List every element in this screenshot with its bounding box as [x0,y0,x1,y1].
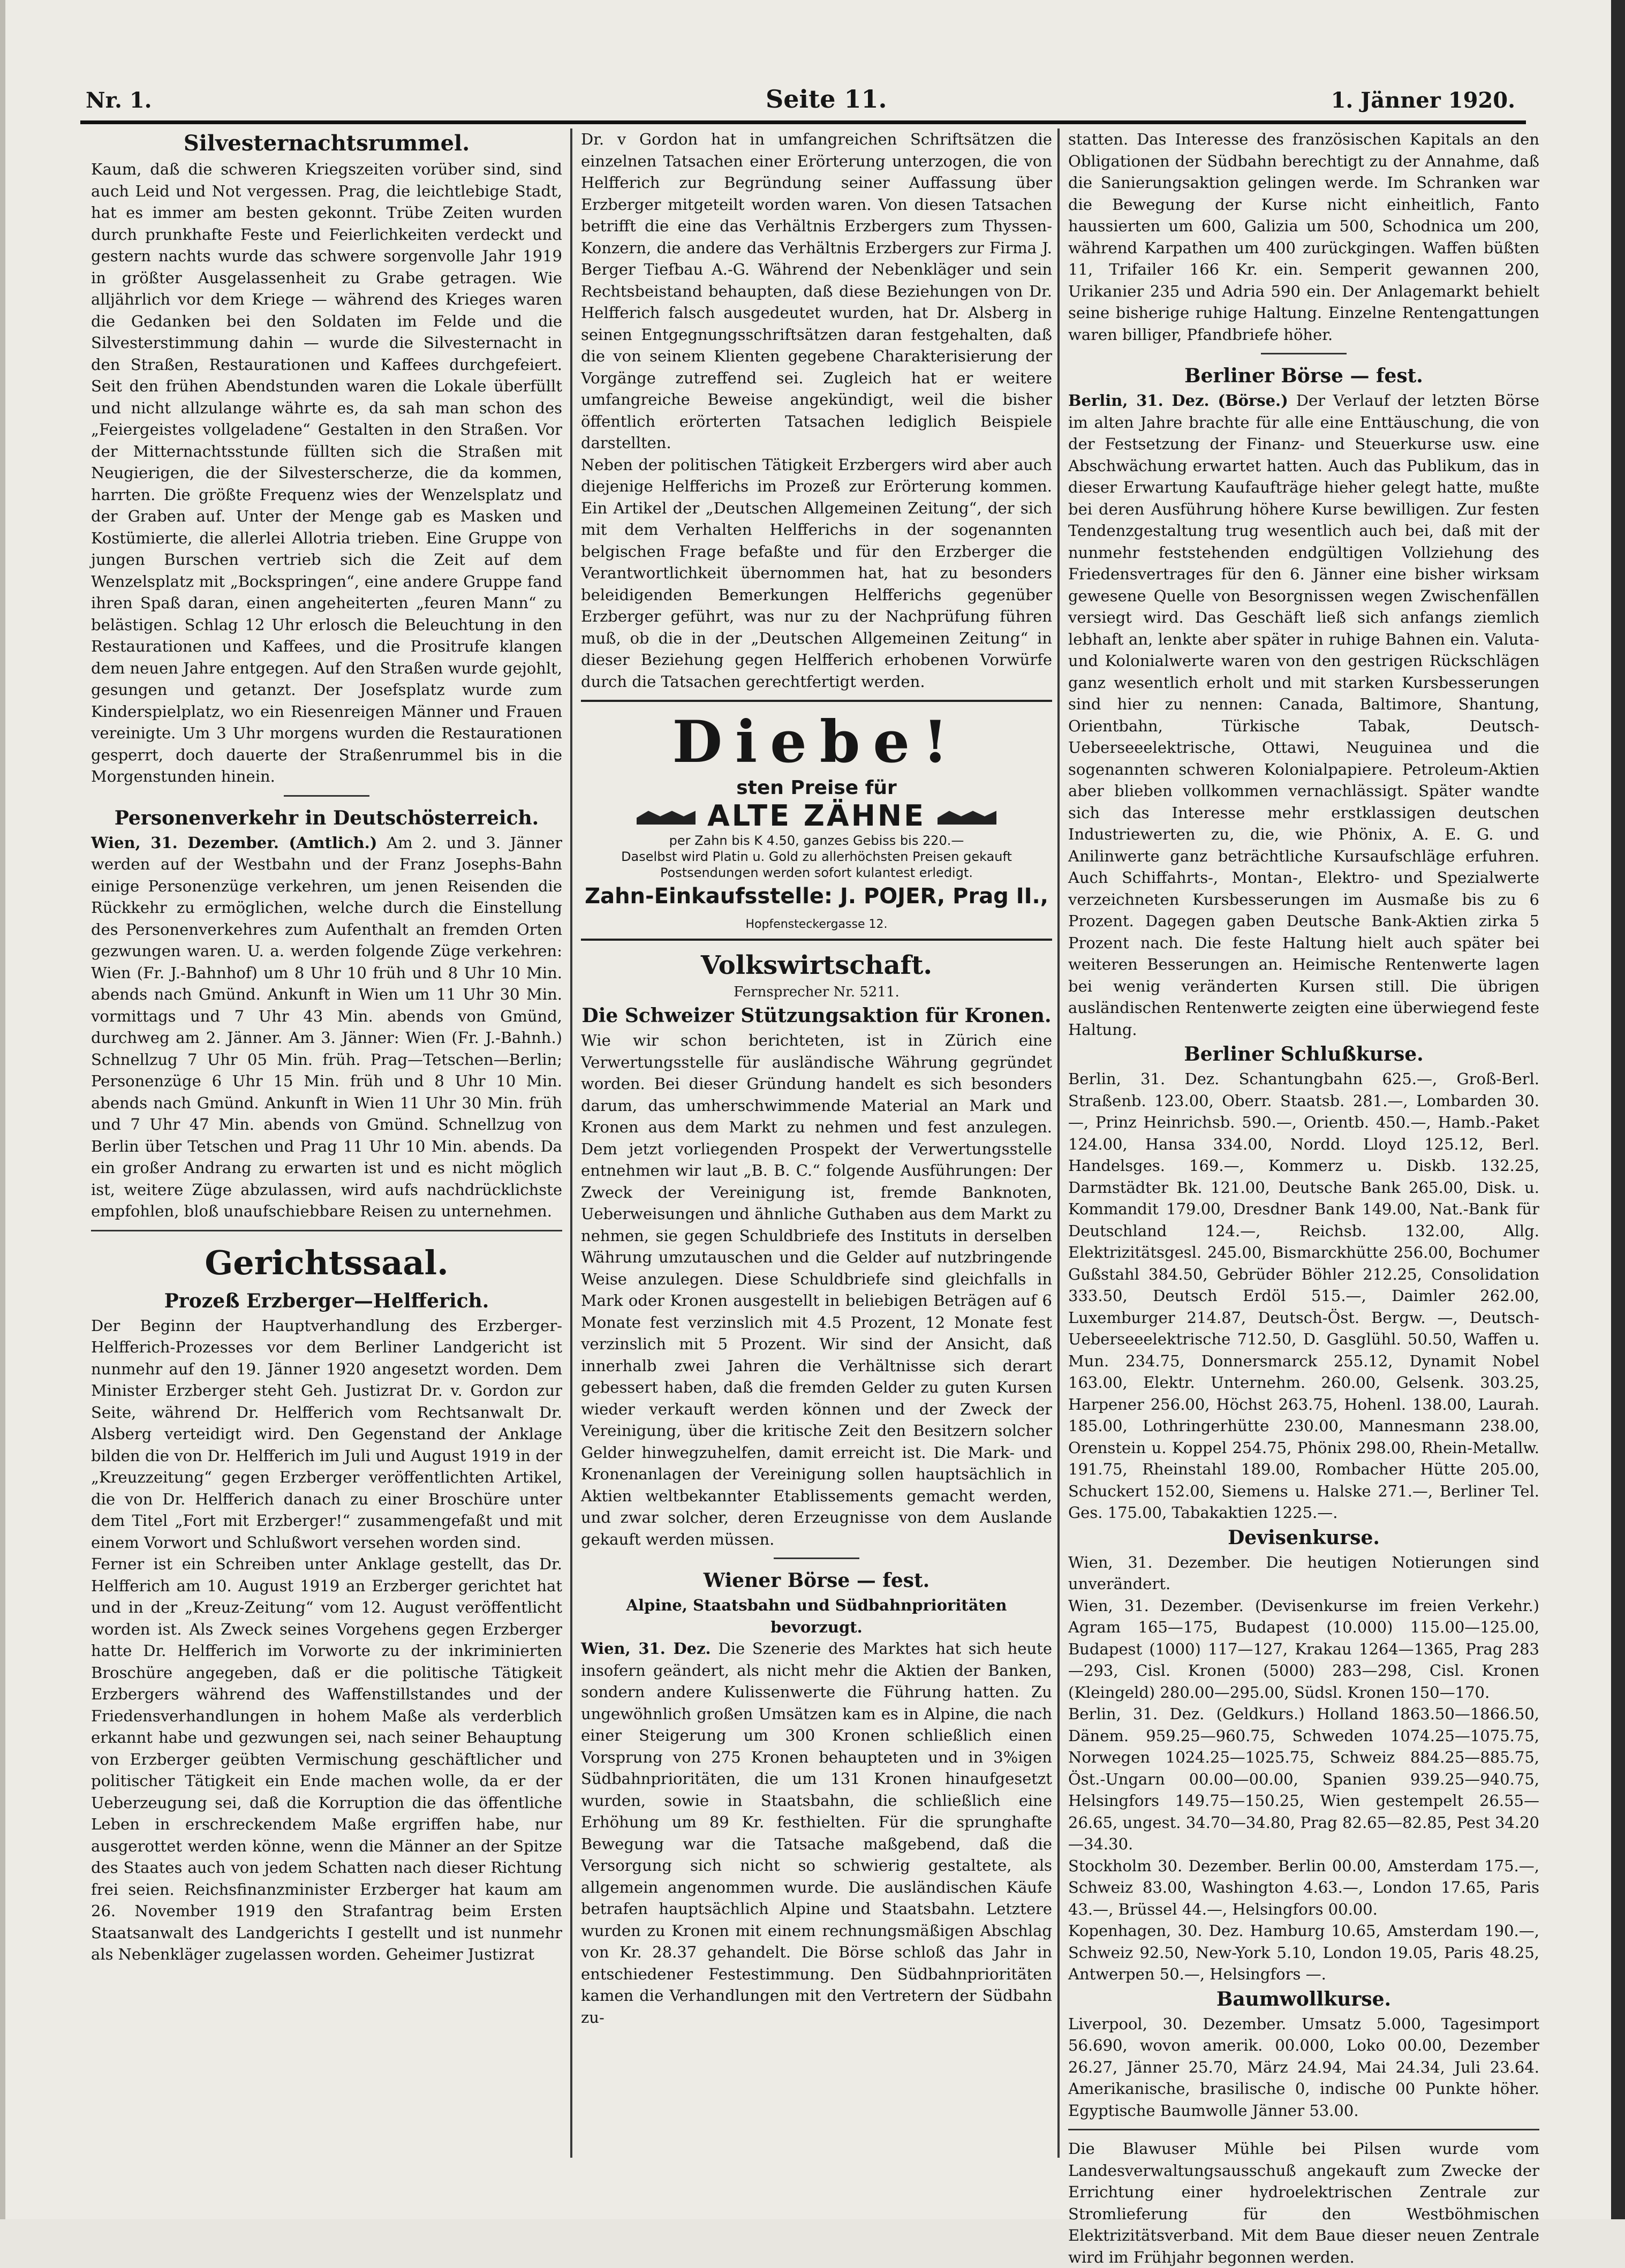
article-body-personenverkehr [91,832,562,1222]
article-subtitle-wiener-boerse: Alpine, Staatsbahn und Südbahnprioritäten bevorzugt. [626,1596,1007,1636]
ad-headline-text: ALTE ZÄHNE [707,799,926,833]
article-body-prozess-4: Neben der politischen Tätigkeit Erzbergers wird aber auch diejenige Helfferichs im Prozeß zur Erörterung kommen. Ein Artikel der „Deutschen Allgemeinen Zeitung“, der sich mit dem Verhalten Helfferichs in der sogenannten belgischen Frage befaßte und für den Erzberger die Verantwortlichkeit übernommen hat, hat zu besonders beleidigenden Bemerkungen Helfferichs gegenüber Erzberger geführt, was nur zu der Nachprüfung führen muß, ob die in der „Deutschen Allgemeinen Zeitung“ in dieser Beziehung gegen Helfferich erhobenen Vorwürfe durch die Tatsachen gerechtfertigt werden. [581,455,1052,691]
article-body-berliner-boerse [1068,390,1539,1040]
issue-date: 1. Jänner 1920. [1331,88,1515,113]
article-title-baumwollkurse: Baumwollkurse. [1216,1987,1392,2010]
column-2 [581,128,1052,2163]
ad-address-text: Zahn-Einkaufsstelle: J. POJER, Prag II., [585,884,1048,909]
article-title-schlusskurse: Berliner Schlußkurse. [1184,1043,1424,1065]
article-body-devisen-3: Berlin, 31. Dez. (Geldkurs.) Holland 1863.50—1866.50, Dänem. 959.25—960.75, Schweden 1074.25—1075.75, Norwegen 1024.25—1025.75, Schweiz 884.25—885.75, Öst.-Ungarn 00.00—00.00, Spanien 939.25—940.75, Helsingfors 149.75—150.25, Wien gestempelt 26.55—26.65, ungest. 34.70—34.80, Prag 82.65—82.85, Pest 34.20—34.30. [1068,1705,1539,1853]
article-body-devisen-4: Stockholm 30. Dezember. Berlin 00.00, Amsterdam 175.—, Schweiz 83.00, Washington 4.63.—, London 17.65, Paris 43.—, Brüssel 44.—, Helsingfors 00.00. [1068,1856,1539,1918]
article-title-silvester: Silvesternachtsrummel. [183,131,470,156]
advertisement-alte-zaehne [581,700,1052,941]
column-3 [1068,128,1540,2266]
column-divider-1 [570,128,572,2158]
article-body-schlusskurse: Berlin, 31. Dez. Schantungbahn 625.—, Groß-Berl. Straßenb. 123.00, Oberr. Staatsb. 281.—, Lombarden 30.—, Prinz Heinrichsb. 590.—, Orientb. 450.—, Hamb.-Paket 124.00, Hansa 334.00, Nordd. Lloyd 125.12, Berl. Handelsges. 169.—, Kommerz u. Diskb. 132.25, Darmstädter Bk. 121.00, Deutsche Bank 265.00, Disk. u. Kommandit 179.00, Dresdner Bank 149.00, Nat.-Bank für Deutschland 124.—, Reichsb. 132.00, Allg. Elektrizitätsgesl. 245.00, Bismarckhütte 256.00, Bochumer Gußstahl 384.50, Gebrüder Böhler 212.25, Consolidation 333.50, Deutsch Erdöl 515.—, Daimler 262.00, Luxemburger 214.87, Deutsch-Öst. Bergw. —, Deutsch-Ueberseeelektrische 712.50, D. Gasglühl. 50.50, Waffen u. Mun. 234.75, Donnersmarck 255.12, Dynamit Nobel 163.00, Elektr. Unternehm. 260.00, Gelsenk. 303.25, Harpener 256.00, Höchst 263.75, Hohenl. 138.00, Laurah. 185.00, Lothringerhütte 230.00, Mannesmann 238.00, Orenstein u. Koppel 254.75, Phönix 298.00, Rhein-Metallw. 191.75, Rheinstahl 189.00, Rombacher Hütte 205.00, Schuckert 152.00, Siemens u. Halske 271.—, Berliner Tel. Ges. 175.00, Tabakaktien 1225.—. [1068,1070,1539,1522]
ad-subtitle: sten Preise für [736,777,897,799]
article-body-muehle: Die Blawuser Mühle bei Pilsen wurde vom Landesverwaltungsausschuß angekauft zum Zwecke der Errichtung einer hydroelektrischen Zentrale zur Stromlieferung für den Westböhmischen Elektrizitätsverband. Mit dem Baue dieser neuen Zentrale wird im Frühjahr begonnen werden. [1068,2140,1539,2266]
article-body-prozess-3: Dr. v Gordon hat in umfangreichen Schriftsätzen die einzelnen Tatsachen einer Erörterung unterzogen, die von Helfferich zur Begründung seiner Auffassung über Erzberger mitgeteilt worden waren. Von diesen Tatsachen betrifft die eine das Verhältnis Erzbergers zum Thyssen-Konzern, die andere das Verhältnis Erzbergers zur Firma J. Berger Tiefbau A.-G. Während der Nebenkläger und sein Rechtsbeistand behaupten, daß diese Beziehungen von Dr. Helfferich falsch ausgedeutet wurden, hat Dr. Alsberg in seinen Entgegnungsschriftsätzen daran festgehalten, daß die von seinem Klienten gegebene Charakterisierung der Vorgänge zutreffend sei. Zugleich hat er weitere umfangreiche Beweise angekündigt, weil die bisher öffentlich erörterten Tatsachen lediglich Beispiele darstellten. [581,130,1052,452]
column-divider-2 [1057,128,1060,2158]
separator [774,1558,859,1559]
ad-fine-print-3: Postsendungen werden sofort kulantest erledigt. [660,865,973,880]
article-text: Der Verlauf der letzten Börse im alten Jahre brachte für alle eine Enttäuschung, die von der Festsetzung der Finanz- und Steuerkurse usw. eine Abschwächung erwartet hatten. Auch das Publikum, das in dieser Erwartung Kaufaufträge hieher gelegt hatte, mußte bei deren Ausführung höhere Kurse bewilligen. Zur festen Tendenzgestaltung trug wesentlich auch bei, daß mit der nunmehr feststehenden endgültigen Vollziehung des Friedensvertrages für den 6. Jänner eine bisher wirksam gewesene Quelle von Besorgnissen wegen Zwischenfällen versiegt wird. Das Geschäft ließ sich anfangs ziemlich lebhaft an, lenkte aber später in ruhige Bahnen ein. Valuta- und Kolonialwerte waren von den gestrigen Rückschlägen ganz wesentlich erholt und mit starken Kursbesserungen sind hier zu nennen: Canada, Baltimore, Shantung, Orientbahn, Türkische Tabak, Deutsch-Ueberseeelektrische, Ottawi, Neuguinea und die sogenannten schweren Kolonialpapiere. Petroleum-Aktien aber blieben vollkommen vernachlässigt. Später wandte sich das Interesse mehr erstklassigen deutschen Industriewerten zu, die, wie Phönix, A. E. G. und Anilinwerte ganz beträchtliche Kursaufschläge erfuhren. Auch Schiffahrts-, Montan-, Elektro- und Spezialwerte verzeichneten Kursbesserungen im Ausmaße bis zu 6 Prozent. Dagegen gaben Deutsche Bank-Aktien zirka 5 Prozent nach. Die feste Haltung hielt auch später bei weiteren Besserungen an. Heimische Rentenwerte lagen bei wenig veränderten Kursen still. Die übrigen ausländischen Rentenwerte zeigten eine überwiegend feste Haltung. [1068,391,1540,1039]
ad-address [581,884,1052,933]
header-rule [80,120,1526,124]
dateline: Berlin, 31. Dez. (Börse.) [1068,391,1288,410]
page-number: Seite 11. [766,85,887,114]
article-title-schweizer: Die Schweizer Stützungsaktion für Kronen. [581,1004,1052,1027]
ad-fine-print-2: Daselbst wird Platin u. Gold zu allerhöchsten Preisen gekauft [621,849,1012,864]
wing-ornament-icon [938,811,996,825]
article-body-prozess-1: Der Beginn der Hauptverhandlung des Erzberger-Helfferich-Prozesses vor dem Berliner Landgericht ist nunmehr auf den 19. Jänner 1920 angesetzt worden. Dem Minister Erzberger steht Geh. Justizrat Dr. v. Gordon zur Seite, während Dr. Helfferich vom Rechtsanwalt Dr. Alsberg verteidigt wird. Den Gegenstand der Anklage bilden die von Dr. Helfferich im Juli und August 1919 in der „Kreuzzeitung“ gegen Erzberger veröffentlichten Artikel, die von Dr. Helfferich danach zu einer Broschüre unter dem Titel „Fort mit Erzberger!“ zusammengefaßt und mit einem Vorwort und Schlußwort versehen worden sind. [91,1316,562,1552]
dateline: Wien, 31. Dezember. (Amtlich.) [91,833,377,852]
article-body-wiener-boerse [581,1638,1052,2028]
separator [284,795,369,797]
separator [1068,2129,1539,2130]
article-title-prozess: Prozeß Erzberger—Helfferich. [164,1289,489,1312]
ad-fine-print-1: per Zahn bis K 4.50, ganzes Gebiss bis 220.— [669,833,964,848]
article-body-schweizer: Wie wir schon berichteten, ist in Zürich eine Verwertungsstelle für ausländische Währung gegründet worden. Bei dieser Gründung handelt es sich besonders darum, das umherschwimmende Material an Mark und Kronen aus dem Markt zu nehmen und fest anzulegen. Dem jetzt vorliegenden Prospekt der Verwertungsstelle entnehmen wir laut „B. B. C.“ folgende Ausführungen: Der Zweck der Vereinigung ist, fremde Banknoten, Ueberweisungen und ähnliche Guthaben aus dem Markt zu nehmen, sie gegen Schuldbriefe des Instituts in derselben Währung umzutauschen und die Gelder auf nutzbringende Weise anzulegen. Diese Schuldbriefe sind gleichfalls in Mark oder Kronen ausgestellt in beliebigen Beträgen auf 6 Monate fest verzinslich mit 4.5 Prozent, 12 Monate fest verzinslich mit 5 Prozent. Wir sind der Ansicht, daß innerhalb zwei Jahren die Verhältnisse sich derart gebessert haben, daß die fremden Gelder zu guten Kursen wieder verkauft werden können und der Zweck der Vereinigung, über die kritische Zeit den Besitzern solcher Gelder hinwegzuhelfen, damit erreicht ist. Die Mark- und Kronenanlagen der Vereinigung sollen hauptsächlich in Aktien weltbekannter Etablissements gemacht werden, und zwar solcher, deren Erzeugnisse von dem Auslande gekauft werden müssen. [581,1031,1052,1548]
article-body-devisen-5: Kopenhagen, 30. Dez. Hamburg 10.65, Amsterdam 190.—, Schweiz 92.50, New-York 5.10, London 19.05, Paris 48.25, Antwerpen 50.—, Helsingfors —. [1068,1922,1539,1983]
ad-headline [581,799,1052,833]
issue-number: Nr. 1. [86,88,152,113]
article-title-devisenkurse: Devisenkurse. [1228,1526,1380,1549]
section-title-volkswirtschaft: Volkswirtschaft. [700,950,933,980]
wing-ornament-icon [637,811,696,825]
article-body-baumwolle: Liverpool, 30. Dezember. Umsatz 5.000, Tagesimport 56.690, wovon amerik. 00.000, Loko 00.00, Dezember 26.27, Jänner 25.70, März 24.94, Mai 24.34, Juli 23.64. Amerikanische, brasilische 0, indische 00 Punkte höher. Egyptische Baumwolle Jänner 53.00. [1068,2014,1539,2120]
article-body-wiener-boerse-cont: statten. Das Interesse des französischen Kapitals an den Obligationen der Südbahn berechtigt zu der Annahme, daß die Sanierungsaktion gelingen werde. Im Schranken war die Bewegung der Kurse nicht einheitlich, Fanto haussierten um 600, Galizia um 500, Schodnica um 200, während Karpathen um 400 zurückgingen. Waffen büßten 11, Trifailer 166 Kr. ein. Semperit gewannen 200, Urikanier 235 und Adria 590 ein. Der Anlagemarkt behielt seine bisherige ruhige Haltung. Einzelne Rentengattungen waren billiger, Pfandbriefe höher. [1068,130,1539,344]
scan-right-edge [1611,0,1625,2219]
page-header [80,80,1521,118]
article-body-silvester: Kaum, daß die schweren Kriegszeiten vorüber sind, sind auch Leid und Not vergessen. Prag, die leichtlebige Stadt, hat es immer am besten gekonnt. Trübe Zeiten wurden durch prunkhafte Feste und Feierlichkeiten verdeckt und gestern nachts wurde das schwere sorgenvolle Jahr 1919 in größter Ausgelassenheit zu Grabe getragen. Wie alljährlich vor dem Kriege — während des Krieges waren die Gedanken bei den Soldaten im Felde und die Silvesterstimmung dahin — wurde die Silvesternacht in den Straßen, Restaurationen und Kaffees durchgefeiert. Seit den frühen Abendstunden waren die Lokale überfüllt und nicht allzulange währte es, da sah man schon des „Feiergeistes vollgeladene“ Gestalten in den Straßen. Vor der Mitternachtsstunde füllten sich die Straßen mit Neugierigen, die der Silvesterscherze, die da kommen, harrten. Die größte Frequenz wies der Wenzelsplatz und der Graben auf. Unter der Menge gab es Masken und Kostümierte, die allerlei Allotria trieben. Eine Gruppe von jungen Burschen vertrieb sich die Zeit auf dem Wenzelsplatz mit „Bockspringen“, eine andere Gruppe fand ihren Spaß daran, einen angeheiterten „feuren Mann“ zu belästigen. Schlag 12 Uhr erlosch die Beleuchtung in den Restaurationen und Kaffees, und die Prositrufe klangen dem neuen Jahre entgegen. Auf den Straßen wurde gejohlt, gesungen und getanzt. Der Josefsplatz wurde zum Kinderspielplatz, wo ein Riesenreigen Männer und Frauen vereinigte. Um 3 Uhr morgens wurden die Restaurationen gesperrt, doch dauerte der Straßenrummel bis in die Morgenstunden hinein. [91,160,562,785]
scan-left-edge [0,0,5,2219]
article-body-devisen-1: Wien, 31. Dezember. Die heutigen Notierungen sind unverändert. [1068,1553,1539,1593]
article-text: Am 2. und 3. Jänner werden auf der Westbahn und der Franz Josephs-Bahn einige Personenzüge verkehren, um jenen Reisenden die Rückkehr zu ermöglichen, welche durch die Einstellung des Personenverkehres zum Aufenthalt an fremden Orten gezwungen waren. U. a. werden folgende Züge verkehren: Wien (Fr. J.-Bahnhof) um 8 Uhr 10 früh und 8 Uhr 10 Min. abends nach Gmünd. Ankunft in Wien um 11 Uhr 30 Min. vormittags und 7 Uhr 43 Min. abends von Gmünd, durchweg am 2. Jänner. Am 3. Jänner: Wien (Fr. J.-Bahnh.) Schnellzug 7 Uhr 05 Min. früh. Prag—Tetschen—Berlin; Personenzüge 6 Uhr 15 Min. früh und 8 Uhr 10 Min. abends nach Gmünd. Ankunft in Wien 11 Uhr 30 Min. früh und 7 Uhr 47 Min. abends von Gmünd. Schnellzug von Berlin über Tetschen und Prag 11 Uhr 10 Min. abends. Da ein großer Andrang zu erwarten ist und es nicht möglich ist, weitere Züge abzulassen, wird aufs nachdrücklichste empfohlen, bloß unaufschiebbare Reisen zu unternehmen. [91,833,562,1220]
article-title-berliner-boerse: Berliner Börse — fest. [1184,365,1423,387]
separator [1261,353,1347,354]
column-1 [91,128,562,2163]
dateline: Wien, 31. Dez. [581,1639,711,1658]
article-body-devisen-2: Wien, 31. Dezember. (Devisenkurse im freien Verkehr.) Agram 165—175, Budapest (10.000) 115.00—125.00, Budapest (1000) 117—127, Krakau 1264—1365, Prag 283—293, Cisl. Kronen (5000) 283—298, Cisl. Kronen (Kleingeld) 280.00—295.00, Südsl. Kronen 150—170. [1068,1596,1539,1702]
section-title-gerichtssaal: Gerichtssaal. [205,1243,449,1282]
separator [91,1230,562,1231]
ad-address-street: Hopfensteckergasse 12. [745,918,888,931]
ad-title: Diebe! [672,708,961,776]
article-body-prozess-2: Ferner ist ein Schreiben unter Anklage gestellt, das Dr. Helfferich am 10. August 1919 an Erzberger gerichtet hat und in der „Kreuz-Zeitung“ vom 12. August veröffentlicht worden ist. Als Zweck seines Vorgehens gegen Erzberger hatte Dr. Helfferich im Vorworte zu der inkriminierten Broschüre angegeben, daß er die politische Tätigkeit Erzbergers während des Waffenstillstandes und der Friedensverhandlungen in hohem Maße als verderblich erkannt habe und gezwungen sei, nach seiner Behauptung von Erzberger geübten Vermischung geschäftlicher und politischer Tätigkeit ein Ende machen wolle, da er der Ueberzeugung sei, daß die Korruption die das öffentliche Leben in erschreckendem Maße ergriffen habe, nur ausgerottet werden könne, wenn die Männer an der Spitze des Staates auch von jedem Schatten nach dieser Richtung frei seien. Reichsfinanzminister Erzberger hat kaum am 26. November 1919 den Strafantrag beim Ersten Staatsanwalt des Landgerichts I gestellt und ist nunmehr als Nebenkläger zugelassen worden. Geheimer Justizrat [91,1555,562,1963]
telephone-number: Fernsprecher Nr. 5211. [734,984,900,1000]
article-text: Die Szenerie des Marktes hat sich heute insofern geändert, als nicht mehr die Aktien der Banken, sondern andere Kulissenwerte die Führung hatten. Zu ungewöhnlich großen Umsätzen kam es in Alpine, die nach einer Steigerung um 300 Kronen schließlich einen Vorsprung von 275 Kronen behaupteten und in 3%igen Südbahnprioritäten, die um 131 Kronen hinaufgesetzt wurden, sowie in Staatsbahn, die schließlich eine Erhöhung um 89 Kr. festhielten. Für die sprunghafte Bewegung war die Tatsache maßgebend, daß die Versorgung sich nicht so schwierig gestaltete, als allgemein angenommen wurde. Die ausländischen Käufe betrafen hauptsächlich Alpine und Staatsbahn. Letztere wurden zu Kronen mit einem rechnungsmäßigen Abschlag von Kr. 28.37 gehandelt. Die Börse schloß das Jahr in entschiedener Festestimmung. Den Südbahnprioritäten kamen die Verhandlungen mit den Vertretern der Südbahn zu- [581,1639,1052,2027]
article-title-wiener-boerse: Wiener Börse — fest. [703,1569,930,1592]
article-title-personenverkehr: Personenverkehr in Deutschösterreich. [114,806,539,829]
